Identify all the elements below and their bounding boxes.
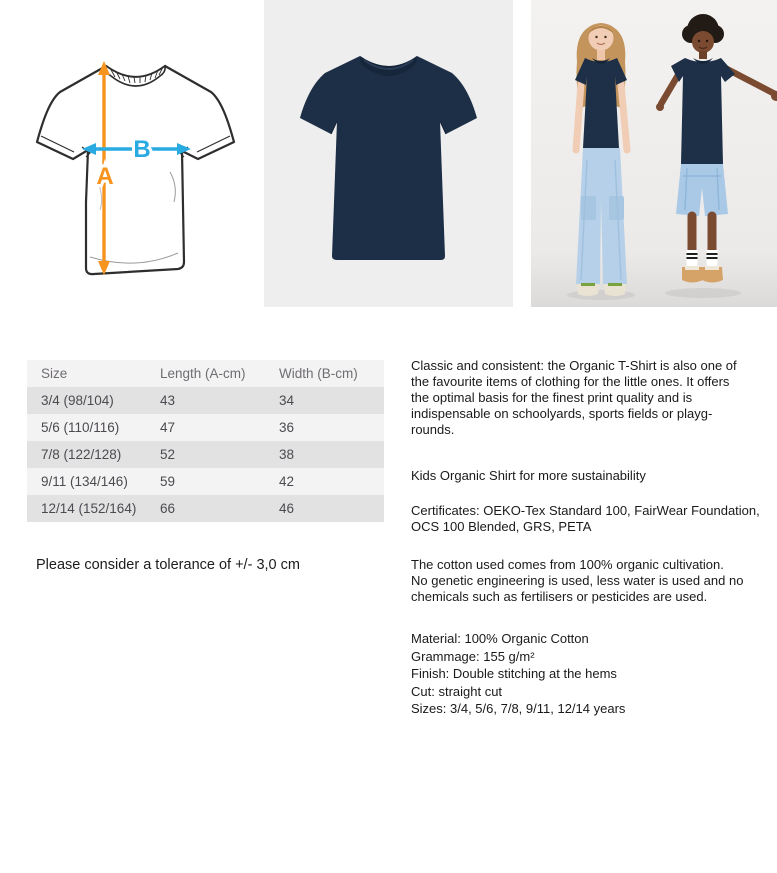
length-cell: 52 [160,447,176,462]
description-intro [411,358,771,438]
width-label-b: B [133,136,151,163]
column-header-size: Size [41,366,68,381]
description-line: Kids Organic Shirt for more sustainability [411,468,646,483]
spec-finish: Finish: Double stitching at the hems [411,666,617,681]
sustainability-note [411,468,771,484]
size-table [27,360,384,522]
description-line: Classic and consistent: the Organic T-Shirt is also one of [411,358,737,373]
table-row [27,387,384,414]
column-header-length: Length (A-cm) [160,366,246,381]
size-cell: 5/6 (110/116) [41,420,120,435]
table-row [27,495,384,522]
description-line: OCS 100 Blended, GRS, PETA [411,519,592,534]
spec-material: Material: 100% Organic Cotton [411,631,589,646]
tshirt-measure-diagram-graphic [0,0,264,307]
table-row [27,414,384,441]
length-cell: 43 [160,393,176,408]
description-line: the favourite items of clothing for the little ones. It offers [411,374,730,389]
description-line: No genetic engineering is used, less water is used and no [411,573,744,588]
width-cell: 38 [279,447,295,462]
tolerance-note: Please consider a tolerance of +/- 3,0 cm [36,557,300,573]
description-line: chemicals such as fertilisers or pesticides are used. [411,589,708,604]
models-photo-kids[interactable] [531,0,777,307]
size-cell: 7/8 (122/128) [41,447,122,462]
width-cell: 34 [279,393,295,408]
cotton-note [411,557,771,605]
product-photo-navy-tshirt[interactable] [264,0,513,307]
size-cell: 3/4 (98/104) [41,393,114,408]
description-line: The cotton used comes from 100% organic cultivation. [411,557,724,572]
table-row [27,468,384,495]
measurement-diagram-image[interactable] [0,0,264,307]
column-header-width: Width (B-cm) [279,366,358,381]
size-cell: 12/14 (152/164) [41,501,137,516]
width-cell: 36 [279,420,295,435]
length-cell: 66 [160,501,176,516]
length-cell: 47 [160,420,176,435]
table-row [27,441,384,468]
width-cell: 42 [279,474,295,489]
description-line: rounds. [411,422,455,437]
length-label-a: A [96,163,114,190]
spec-cut: Cut: straight cut [411,683,503,699]
description-line: the optimal basis for the finest print quality and is [411,390,693,405]
spec-sizes: Sizes: 3/4, 5/6, 7/8, 9/11, 12/14 years [411,701,626,716]
description-line: Certificates: OEKO-Tex Standard 100, FairWear Foundation, [411,503,760,518]
width-cell: 46 [279,501,295,516]
navy-tshirt-graphic [264,0,513,307]
kids-models-graphic [531,0,777,307]
spec-grammage: Grammage: 155 g/m² [411,648,535,664]
description-line: indispensable on schoolyards, sports fields or playg- [411,406,713,421]
length-cell: 59 [160,474,176,489]
size-cell: 9/11 (134/146) [41,474,128,489]
certificates-note [411,503,771,535]
size-table-header-row [27,360,384,387]
product-specs [411,630,771,718]
